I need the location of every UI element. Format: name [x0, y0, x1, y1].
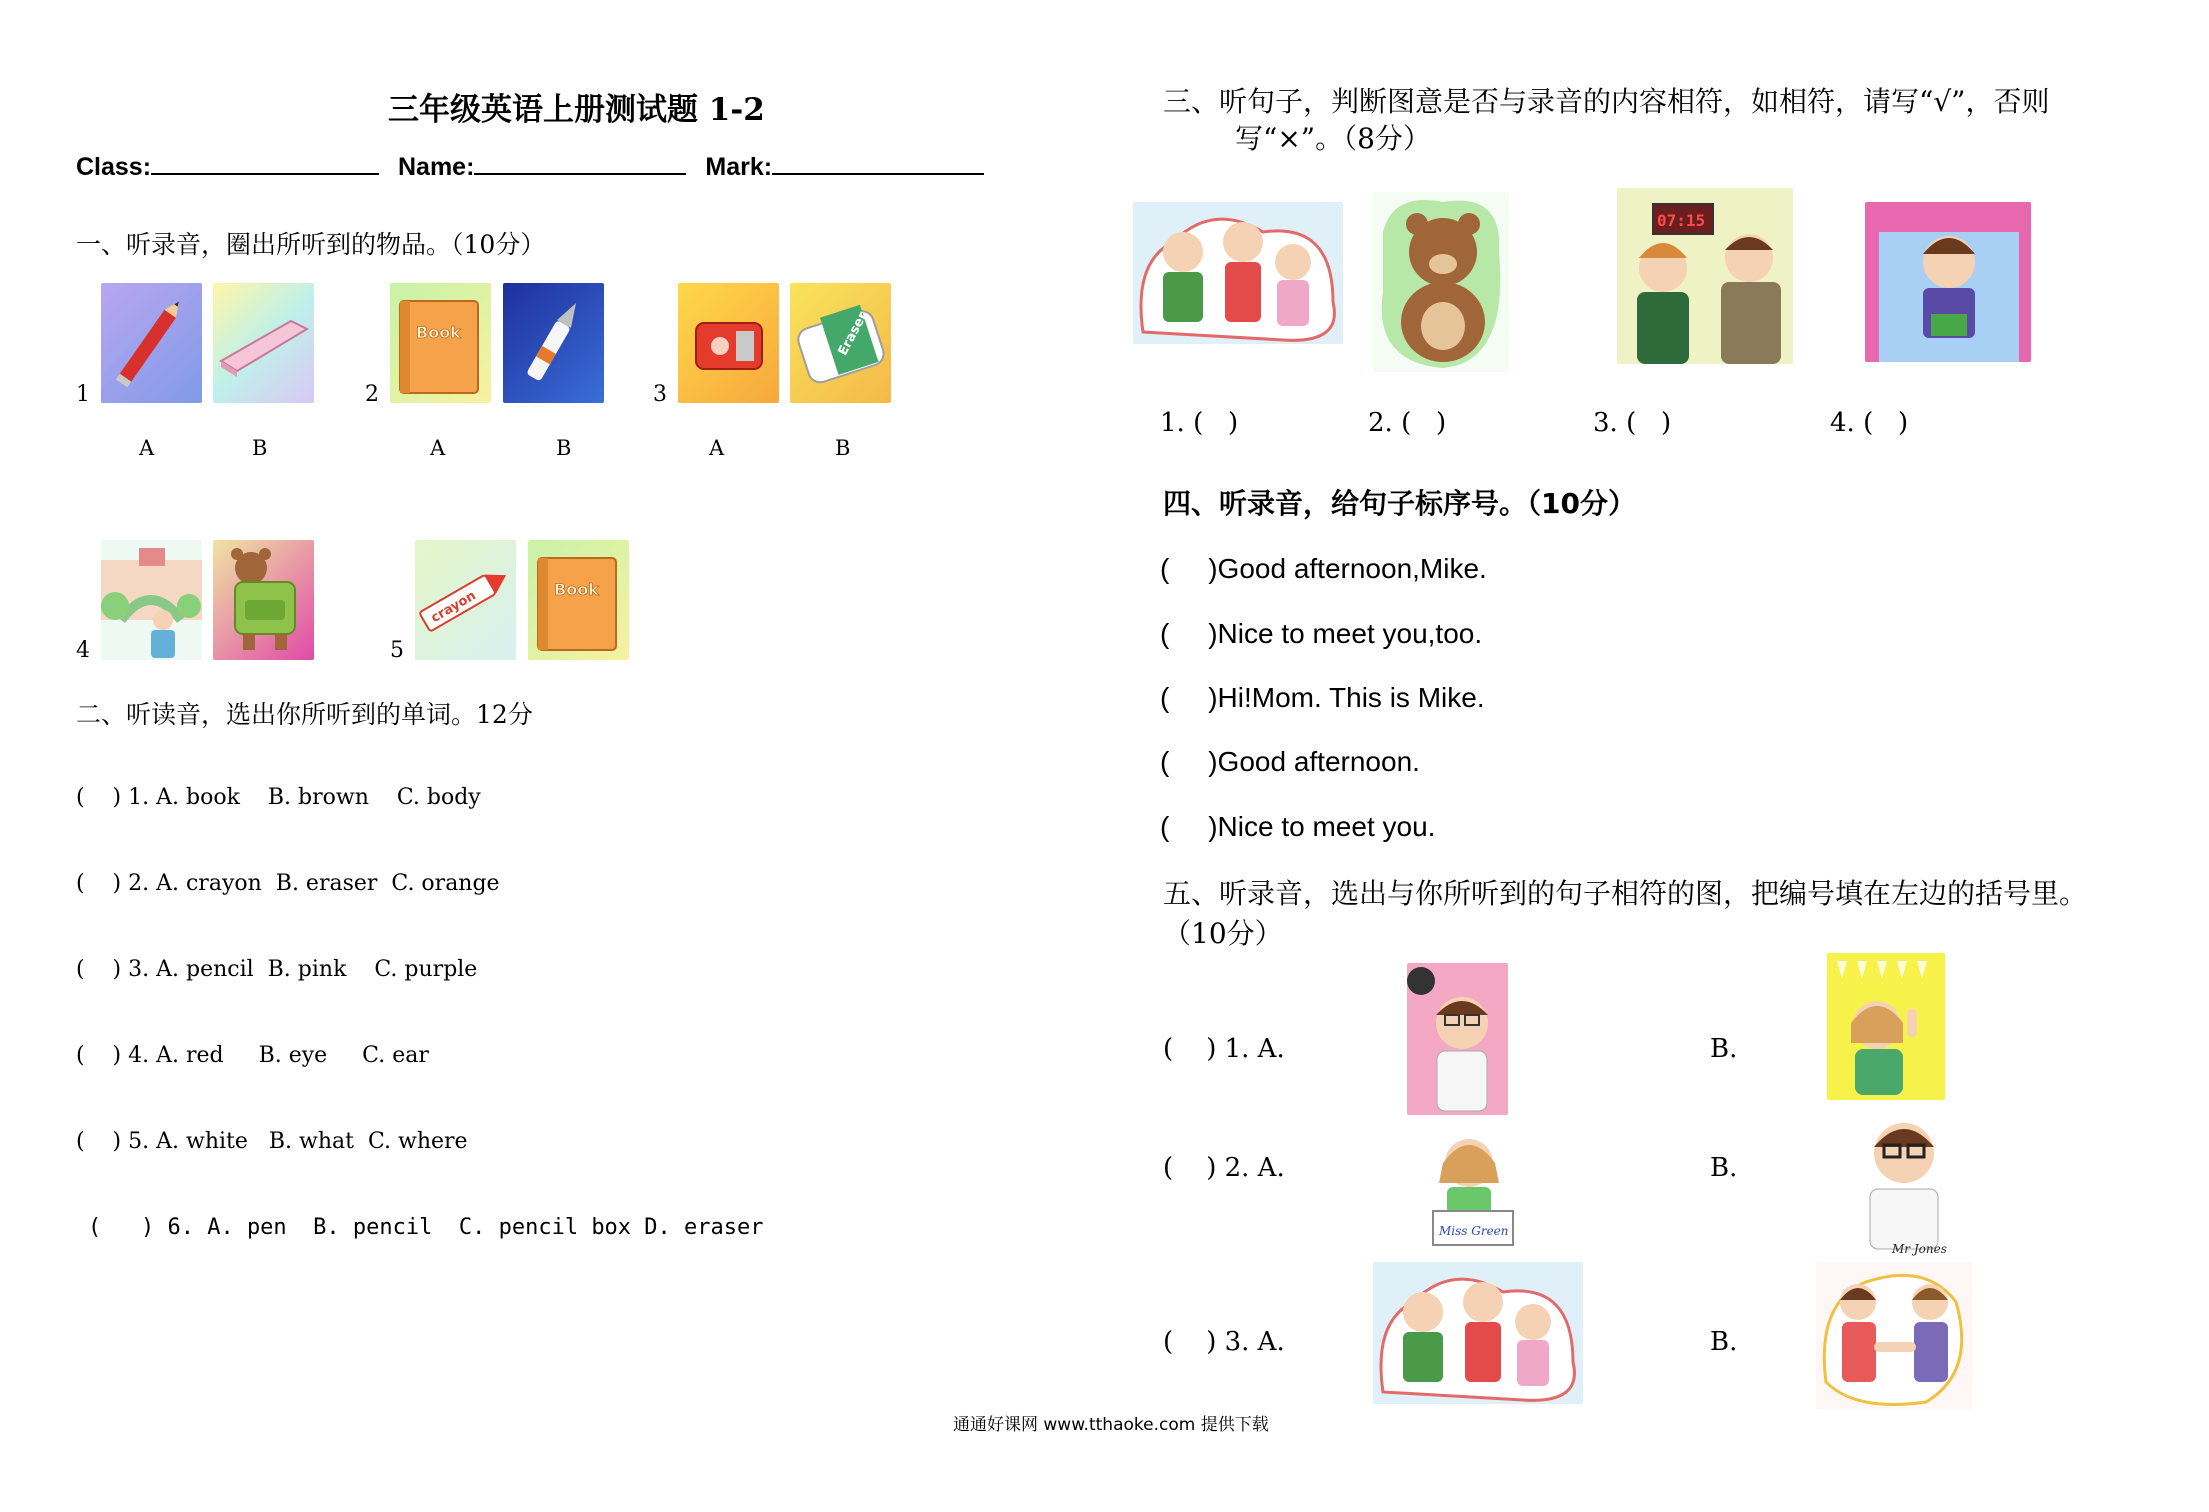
s5-row2-b-picture[interactable]: [1852, 1107, 1958, 1257]
greeting-kids-icon: [1373, 1262, 1583, 1404]
group2-a: A: [430, 436, 446, 460]
girl-waving-icon: [1827, 953, 1945, 1100]
eraser-box-picture[interactable]: [790, 283, 891, 403]
svg-text:07:15: 07:15: [1657, 211, 1706, 230]
mr-jones-icon: [1852, 1107, 1958, 1257]
group5-number: 5: [390, 638, 404, 663]
order-sentence-1[interactable]: ( )Good afternoon,Mike.: [1160, 553, 1487, 584]
order-sentence-3[interactable]: ( )Hi!Mom. This is Mike.: [1160, 682, 1485, 713]
book2-picture[interactable]: [528, 540, 629, 660]
class-blank[interactable]: [151, 151, 379, 175]
boy-book-picture[interactable]: [1865, 202, 2031, 362]
school-picture[interactable]: [101, 540, 202, 660]
group3-number: 3: [653, 382, 667, 407]
section5-heading-line2: （10分）: [1163, 917, 1283, 950]
s3-answer-1[interactable]: 1. ( ): [1160, 408, 1239, 438]
s5-row2-b[interactable]: B.: [1710, 1153, 1738, 1183]
section5-heading: 五、听录音，选出与你所听到的句子相符的图，把编号填在左边的括号里。: [1163, 877, 2088, 910]
section4-heading: 四、听录音，给句子标序号。（10分）: [1163, 487, 1636, 520]
s5-row1-b[interactable]: B.: [1710, 1034, 1738, 1064]
mark-blank[interactable]: [772, 151, 984, 175]
teacher-clock-icon: [1617, 188, 1793, 364]
eraser-picture[interactable]: [213, 283, 314, 403]
pencil-icon: [101, 283, 202, 403]
s3-answer-2[interactable]: 2. ( ): [1368, 408, 1447, 438]
mark-label: Mark:: [705, 153, 773, 181]
class-label: Class:: [76, 153, 152, 181]
footer-credit: 通通好课网 www.tthaoke.com 提供下载: [953, 1415, 1269, 1435]
page-title: 三年级英语上册测试题 1-2: [388, 92, 765, 128]
svg-text:Miss Green: Miss Green: [1439, 1224, 1509, 1238]
s5-row2-prefix[interactable]: ( ) 2. A.: [1163, 1153, 1285, 1183]
pen-icon: [503, 283, 604, 403]
s5-row3-b-picture[interactable]: [1816, 1262, 1972, 1409]
header-fields: [76, 151, 984, 182]
group1-number: 1: [76, 382, 90, 407]
s5-row3-prefix[interactable]: ( ) 3. A.: [1163, 1327, 1285, 1357]
section3-heading-line2: 写“×”。（8分）: [1235, 122, 1431, 155]
order-sentence-5[interactable]: ( )Nice to meet you.: [1160, 811, 1436, 842]
s5-row1-prefix[interactable]: ( ) 1. A.: [1163, 1034, 1285, 1064]
group1-b: B: [252, 436, 268, 460]
svg-text:crayon: crayon: [428, 588, 479, 626]
order-sentence-2[interactable]: ( )Nice to meet you,too.: [1160, 618, 1483, 649]
boy-glasses-icon: [1407, 963, 1508, 1115]
s5-row1-a-picture[interactable]: [1407, 963, 1508, 1115]
word-item-6: ( ) 6. A. pen B. pencil C. pencil box D. eraser: [88, 1215, 764, 1240]
greeting-kids-icon: [1133, 202, 1343, 344]
bear-bag-picture[interactable]: [213, 540, 314, 660]
crayon-icon: [415, 540, 516, 660]
group3-a: A: [709, 436, 725, 460]
sharpener-icon: [678, 283, 779, 403]
word-item-1: ( ) 1. A. book B. brown C. body: [76, 785, 481, 810]
book-picture[interactable]: [390, 283, 491, 403]
svg-text:Book: Book: [416, 323, 461, 342]
s3-answer-4[interactable]: 4. ( ): [1830, 408, 1909, 438]
group2-number: 2: [365, 382, 379, 407]
miss-green-icon: [1419, 1123, 1529, 1253]
pen-picture[interactable]: [503, 283, 604, 403]
pencil-picture[interactable]: [101, 283, 202, 403]
school-icon: [101, 540, 202, 660]
group3-b: B: [835, 436, 851, 460]
bear-icon: [1373, 192, 1509, 372]
order-sentence-4[interactable]: ( )Good afternoon.: [1160, 746, 1420, 777]
bear-picture[interactable]: [1373, 192, 1509, 372]
crayon-picture[interactable]: [415, 540, 516, 660]
boy-book-icon: [1865, 202, 2031, 362]
group2-b: B: [556, 436, 572, 460]
word-item-4: ( ) 4. A. red B. eye C. ear: [76, 1043, 429, 1068]
word-item-3: ( ) 3. A. pencil B. pink C. purple: [76, 957, 478, 982]
section2-heading: 二、听读音，选出你所听到的单词。12分: [76, 700, 533, 729]
section3-heading: 三、听句子，判断图意是否与录音的内容相符，如相符，请写“√”，否则: [1163, 85, 2050, 118]
group1-a: A: [139, 436, 155, 460]
s5-row3-a-picture[interactable]: [1373, 1262, 1583, 1404]
section1-heading: 一、听录音，圈出所听到的物品。（10分）: [76, 230, 546, 259]
teacher-clock-picture[interactable]: [1617, 188, 1793, 364]
s5-row3-b[interactable]: B.: [1710, 1327, 1738, 1357]
word-item-5: ( ) 5. A. white B. what C. where: [76, 1129, 468, 1154]
greeting-kids-picture[interactable]: [1133, 202, 1343, 344]
handshake-icon: [1816, 1262, 1972, 1409]
book-icon: [390, 283, 491, 403]
eraser-box-icon: [790, 283, 891, 403]
name-blank[interactable]: [474, 151, 686, 175]
svg-text:Mr Jones: Mr Jones: [1892, 1242, 1947, 1256]
s5-row2-a-picture[interactable]: [1419, 1123, 1529, 1253]
sharpener-picture[interactable]: [678, 283, 779, 403]
svg-text:Eraser: Eraser: [835, 309, 871, 359]
book-icon: [528, 540, 629, 660]
word-item-2: ( ) 2. A. crayon B. eraser C. orange: [76, 871, 500, 896]
bear-bag-icon: [213, 540, 314, 660]
group4-number: 4: [76, 638, 90, 663]
name-label: Name:: [398, 153, 475, 181]
svg-text:Book: Book: [554, 580, 599, 599]
s5-row1-b-picture[interactable]: [1827, 953, 1945, 1100]
eraser-icon: [213, 283, 314, 403]
s3-answer-3[interactable]: 3. ( ): [1593, 408, 1672, 438]
